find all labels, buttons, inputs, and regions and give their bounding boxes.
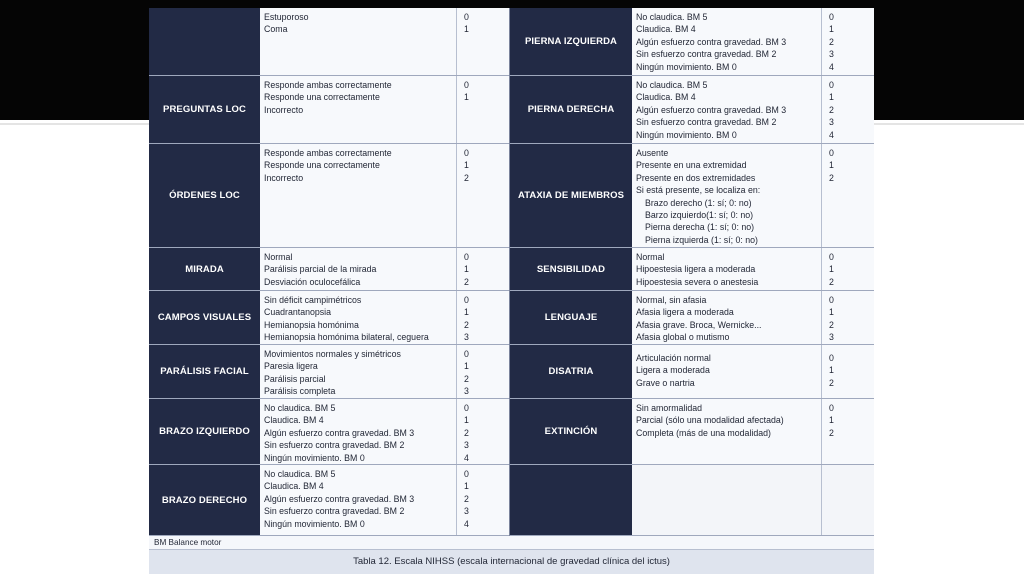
score-value: 4	[464, 452, 469, 463]
options-cell	[260, 76, 457, 143]
option-text: Normal, sin afasia	[636, 295, 707, 305]
score-value: 2	[829, 36, 834, 47]
options-cell	[260, 345, 457, 398]
nihss-table-image	[149, 8, 874, 574]
options-cell	[260, 399, 457, 464]
option-text: Normal	[636, 252, 665, 262]
option-text: No claudica. BM 5	[264, 469, 336, 479]
score-value: 1	[464, 160, 469, 171]
score-value: 0	[829, 148, 834, 158]
option-text: Sin esfuerzo contra gravedad. BM 2	[264, 506, 405, 517]
score-value: 2	[464, 493, 469, 504]
options-cell	[260, 144, 457, 247]
option-text: Pierna izquierda (1: sí; 0: no)	[645, 234, 758, 245]
option-text: Sin déficit campimétricos	[264, 295, 362, 305]
legend-note: BM Balance motor	[149, 536, 874, 550]
category-cell: ATAXIA DE MIEMBROS	[510, 144, 632, 247]
score-value: 1	[829, 264, 834, 275]
table-row	[149, 144, 509, 248]
score-value: 2	[464, 172, 469, 183]
options-cell	[632, 291, 822, 344]
option-text: Afasia global o mutismo	[636, 332, 730, 343]
score-value: 0	[829, 353, 834, 363]
empty-scores-cell	[822, 465, 874, 535]
category-cell: CAMPOS VISUALES	[149, 291, 260, 344]
scores-cell	[457, 248, 509, 290]
option-text: Responde ambas correctamente	[264, 80, 392, 90]
score-value: 2	[829, 377, 834, 388]
score-value: 0	[464, 469, 469, 479]
option-text: Articulación normal	[636, 353, 711, 363]
score-value: 0	[829, 12, 834, 22]
score-value: 0	[464, 148, 469, 158]
score-value: 0	[829, 252, 834, 262]
option-text: Estuporoso	[264, 12, 309, 22]
options-cell	[632, 76, 822, 143]
option-text: Incorrecto	[264, 172, 304, 183]
option-text: Responde ambas correctamente	[264, 148, 392, 158]
score-value: 1	[829, 92, 834, 103]
score-value: 0	[829, 403, 834, 413]
table-row	[510, 8, 874, 76]
score-value: 0	[464, 80, 469, 90]
category-cell: BRAZO DERECHO	[149, 465, 260, 535]
scores-cell	[457, 76, 509, 143]
option-text: Normal	[264, 252, 293, 262]
category-cell: BRAZO IZQUIERDO	[149, 399, 260, 464]
options-cell	[260, 248, 457, 290]
score-value: 2	[464, 373, 469, 384]
option-text: No claudica. BM 5	[636, 80, 708, 90]
scores-cell	[822, 291, 874, 344]
option-text: Brazo derecho (1: sí; 0: no)	[645, 197, 752, 208]
score-value: 1	[464, 307, 469, 318]
table-row	[149, 8, 509, 76]
score-value: 1	[829, 307, 834, 318]
option-text: Algún esfuerzo contra gravedad. BM 3	[264, 427, 415, 438]
option-text: Ningún movimiento. BM 0	[636, 61, 737, 72]
option-text: Barzo izquierdo(1: sí; 0: no)	[645, 210, 754, 221]
table-row	[149, 248, 509, 291]
category-cell	[149, 8, 260, 75]
option-text: Afasia ligera a moderada	[636, 307, 734, 318]
score-value: 0	[464, 12, 469, 22]
score-value: 0	[464, 403, 469, 413]
score-value: 3	[829, 117, 834, 128]
score-value: 3	[464, 440, 469, 451]
option-text: Presente en una extremidad	[636, 160, 747, 171]
option-text: Algún esfuerzo contra gravedad. BM 3	[636, 36, 787, 47]
score-value: 1	[464, 415, 469, 426]
score-value: 1	[829, 415, 834, 426]
option-text: Parálisis parcial de la mirada	[264, 264, 377, 275]
scores-cell	[457, 399, 509, 464]
table-row	[149, 399, 509, 465]
table-row	[510, 345, 874, 399]
option-text: Ningún movimiento. BM 0	[636, 129, 737, 140]
category-cell: PARÁLISIS FACIAL	[149, 345, 260, 398]
scores-cell	[822, 8, 874, 75]
option-text: Si está presente, se localiza en:	[636, 185, 761, 196]
table-row	[510, 291, 874, 345]
scores-cell	[822, 76, 874, 143]
score-value: 0	[464, 295, 469, 305]
score-value: 3	[464, 506, 469, 517]
score-value: 1	[829, 160, 834, 171]
option-text: Ausente	[636, 148, 669, 158]
score-value: 1	[829, 365, 834, 376]
score-value: 3	[829, 332, 834, 343]
empty-row	[510, 465, 874, 536]
table-row	[149, 76, 509, 144]
option-text: Algún esfuerzo contra gravedad. BM 3	[636, 104, 787, 115]
table-row	[510, 399, 874, 465]
options-cell	[260, 8, 457, 75]
score-value: 2	[829, 276, 834, 287]
option-text: Claudica. BM 4	[264, 415, 324, 426]
score-value: 4	[464, 518, 469, 529]
option-text: No claudica. BM 5	[264, 403, 336, 413]
category-cell: SENSIBILIDAD	[510, 248, 632, 290]
table-row	[510, 76, 874, 144]
options-cell	[632, 8, 822, 75]
options-cell	[632, 248, 822, 290]
options-cell	[632, 399, 822, 464]
option-text: Claudica. BM 4	[636, 24, 696, 35]
option-text: Paresia ligera	[264, 361, 318, 372]
option-text: Pierna derecha (1: sí; 0: no)	[645, 222, 755, 233]
table-row	[510, 144, 874, 248]
category-cell: ÓRDENES LOC	[149, 144, 260, 247]
option-text: Completa (más de una modalidad)	[636, 427, 771, 438]
option-text: Responde una correctamente	[264, 160, 380, 171]
score-value: 3	[464, 386, 469, 397]
score-value: 1	[464, 264, 469, 275]
option-text: Parálisis completa	[264, 386, 336, 397]
option-text: Ningún movimiento. BM 0	[264, 452, 365, 463]
category-cell: LENGUAJE	[510, 291, 632, 344]
option-text: Hipoestesia severa o anestesia	[636, 276, 759, 287]
scores-cell	[822, 144, 874, 247]
option-text: Responde una correctamente	[264, 92, 380, 103]
options-cell	[260, 465, 457, 535]
option-text: Ningún movimiento. BM 0	[264, 518, 365, 529]
scores-cell	[822, 399, 874, 464]
score-value: 2	[829, 172, 834, 183]
options-cell	[632, 144, 822, 247]
scores-cell	[457, 144, 509, 247]
option-text: Claudica. BM 4	[636, 92, 696, 103]
scores-cell	[457, 465, 509, 535]
category-cell: EXTINCIÓN	[510, 399, 632, 464]
option-text: Movimientos normales y simétricos	[264, 349, 401, 359]
score-value: 1	[464, 481, 469, 492]
score-value: 4	[829, 129, 834, 140]
score-value: 2	[829, 319, 834, 330]
score-value: 0	[829, 80, 834, 90]
option-text: Afasia grave. Broca, Wernicke...	[636, 319, 762, 330]
score-value: 4	[829, 61, 834, 72]
scores-cell	[822, 345, 874, 398]
scores-cell	[457, 8, 509, 75]
option-text: Sin esfuerzo contra gravedad. BM 2	[636, 117, 777, 128]
option-text: Incorrecto	[264, 104, 304, 115]
table-row	[510, 248, 874, 291]
table-row	[149, 345, 509, 399]
option-text: Hemianopsia homónima bilateral, ceguera	[264, 332, 429, 343]
score-value: 2	[829, 427, 834, 438]
option-text: Hipoestesia ligera a moderada	[636, 264, 756, 275]
score-value: 3	[464, 332, 469, 343]
option-text: Grave o nartria	[636, 377, 695, 388]
scores-cell	[457, 345, 509, 398]
option-text: Sin esfuerzo contra gravedad. BM 2	[264, 440, 405, 451]
table-caption: Tabla 12. Escala NIHSS (escala internacional de gravedad clínica del ictus)	[149, 550, 874, 574]
category-cell: PIERNA IZQUIERDA	[510, 8, 632, 75]
score-value: 1	[464, 24, 469, 35]
score-value: 3	[829, 49, 834, 60]
option-text: No claudica. BM 5	[636, 12, 708, 22]
option-text: Algún esfuerzo contra gravedad. BM 3	[264, 493, 415, 504]
score-value: 2	[464, 427, 469, 438]
score-value: 2	[829, 104, 834, 115]
score-value: 2	[464, 276, 469, 287]
score-value: 1	[464, 92, 469, 103]
score-value: 1	[829, 24, 834, 35]
option-text: Sin amormalidad	[636, 403, 703, 413]
options-cell	[260, 291, 457, 344]
option-text: Sin esfuerzo contra gravedad. BM 2	[636, 49, 777, 60]
option-text: Cuadrantanopsia	[264, 307, 332, 318]
score-value: 1	[464, 361, 469, 372]
category-cell: PREGUNTAS LOC	[149, 76, 260, 143]
score-value: 0	[829, 295, 834, 305]
table-row	[149, 291, 509, 345]
empty-options-cell	[632, 465, 822, 535]
option-text: Parálisis parcial	[264, 373, 326, 384]
option-text: Desviación oculocefálica	[264, 276, 361, 287]
score-value: 2	[464, 319, 469, 330]
option-text: Presente en dos extremidades	[636, 172, 756, 183]
category-cell: MIRADA	[149, 248, 260, 290]
scores-cell	[457, 291, 509, 344]
table-row	[149, 465, 509, 536]
options-cell	[632, 345, 822, 398]
scores-cell	[822, 248, 874, 290]
score-value: 0	[464, 349, 469, 359]
option-text: Parcial (sólo una modalidad afectada)	[636, 415, 784, 426]
category-cell: PIERNA DERECHA	[510, 76, 632, 143]
option-text: Ligera a moderada	[636, 365, 710, 376]
empty-category-cell	[510, 465, 632, 535]
category-cell: DISATRIA	[510, 345, 632, 398]
option-text: Hemianopsia homónima	[264, 319, 359, 330]
score-value: 0	[464, 252, 469, 262]
option-text: Coma	[264, 24, 288, 35]
option-text: Claudica. BM 4	[264, 481, 324, 492]
